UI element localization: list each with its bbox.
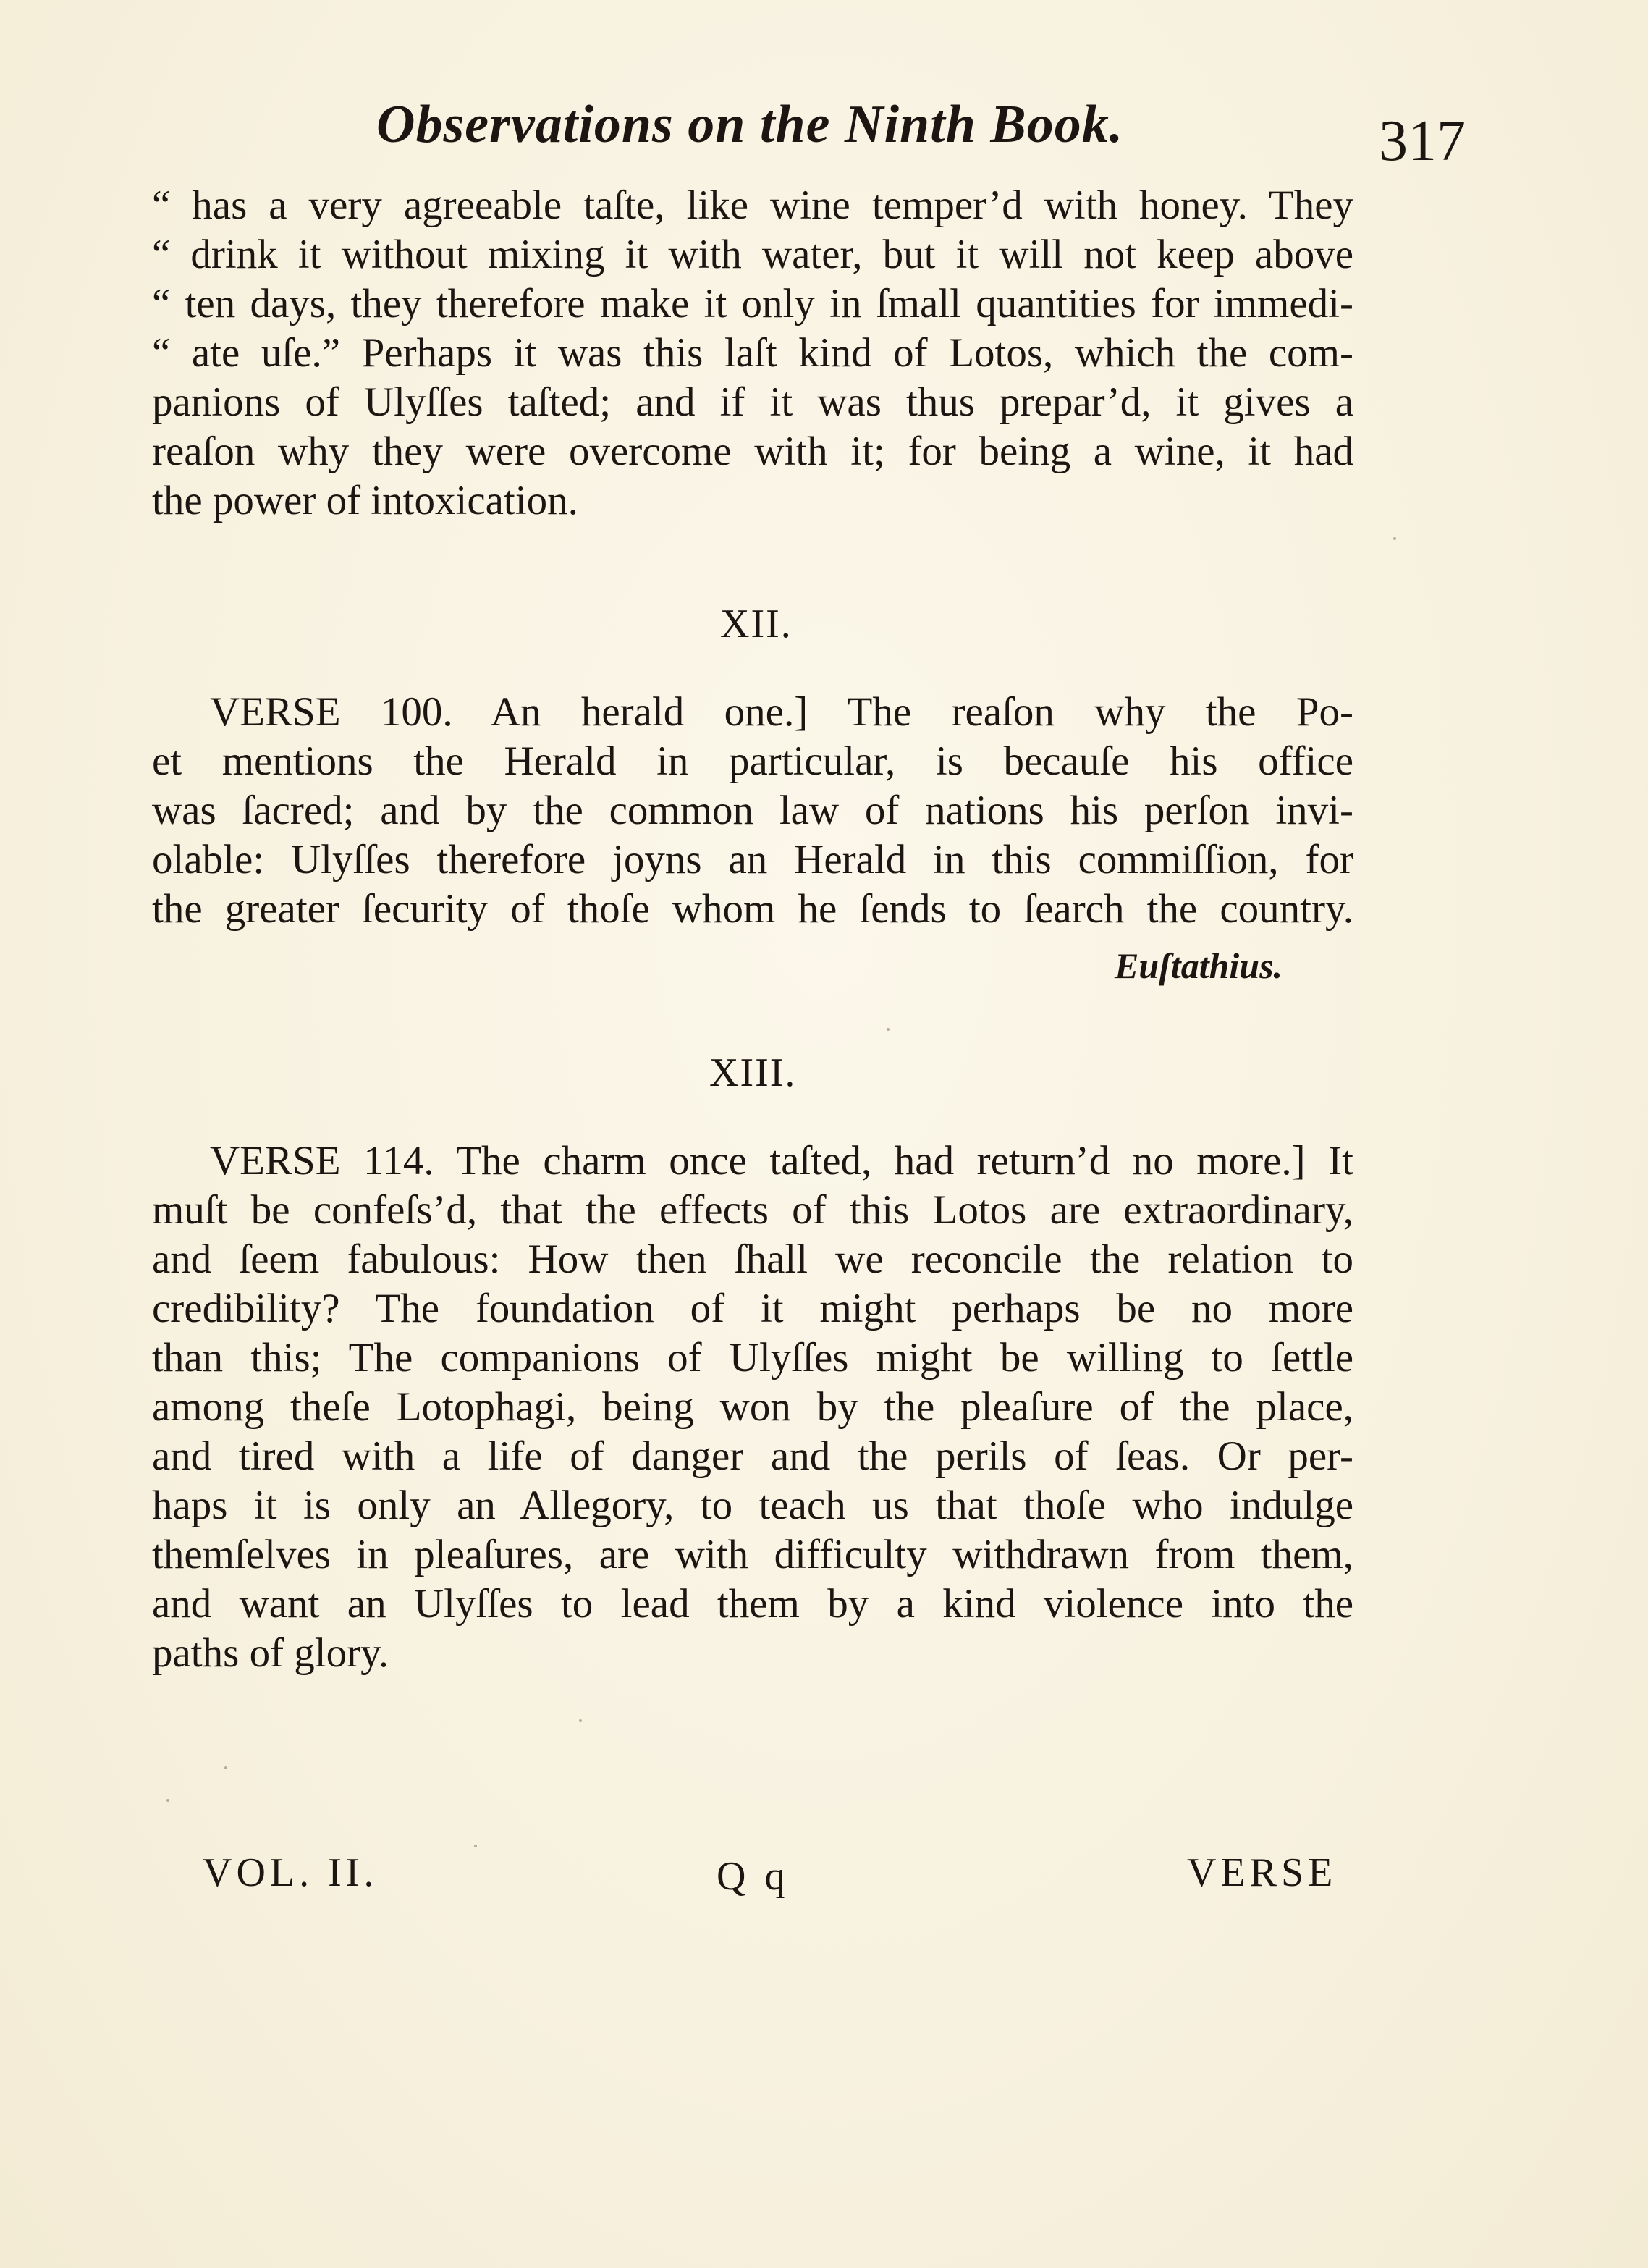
text-line: and tired with a life of danger and the perils of ſeas. Or per- (152, 1433, 1353, 1479)
text-line: the greater ſecurity of thoſe whom he ſends to ſearch the country. (152, 886, 1353, 932)
text-line: panions of Ulyſſes taſted; and if it was thus prepar’d, it gives a (152, 379, 1353, 425)
text-line: was ſacred; and by the common law of nations his perſon invi- (152, 788, 1353, 833)
text-line: “ has a very agreeable taſte, like wine temper’d with honey. They (152, 182, 1353, 228)
page-number: 317 (1379, 109, 1466, 173)
continuation-paragraph (152, 181, 1353, 526)
text-line: and ſeem fabulous: How then ſhall we reconcile the relation to (152, 1236, 1353, 1282)
text-line: than this; The companions of Ulyſſes might be willing to ſettle (152, 1335, 1353, 1380)
footer-signature: Q q (717, 1854, 790, 1899)
section-xii-paragraph (152, 688, 1353, 934)
text-line: et mentions the Herald in particular, is becauſe his office (152, 738, 1353, 784)
text-line: the power of intoxication. (152, 478, 578, 523)
text-line: reaſon why they were overcome with it; for being a wine, it had (152, 429, 1353, 474)
text-line: haps it is only an Allegory, to teach us that thoſe who indulge (152, 1483, 1353, 1528)
paper-speck (166, 1799, 169, 1802)
attribution-eustathius: Euſtathius. (1115, 945, 1283, 986)
text-line: “ drink it without mixing it with water, but it will not keep above (152, 232, 1353, 277)
text-line: “ ate uſe.” Perhaps it was this laſt kind of Lotos, which the com- (152, 330, 1353, 376)
footer-volume: VOL. II. (203, 1850, 379, 1895)
text-line: olable: Ulyſſes therefore joyns an Herald in this commiſſion, for (152, 837, 1353, 882)
section-number-xiii: XIII. (709, 1050, 797, 1095)
text-line: paths of glory. (152, 1630, 389, 1676)
text-line: and want an Ulyſſes to lead them by a kind violence into the (152, 1581, 1353, 1627)
text-line: among theſe Lotophagi, being won by the pleaſure of the place, (152, 1384, 1353, 1430)
section-xiii-paragraph (152, 1137, 1353, 1678)
paper-speck (1393, 537, 1396, 540)
paper-speck (224, 1766, 227, 1769)
text-line: credibility? The foundation of it might perhaps be no more (152, 1286, 1353, 1331)
section-number-xii: XII. (720, 602, 793, 646)
text-line: muſt be confeſs’d, that the effects of this Lotos are extraordinary, (152, 1187, 1353, 1233)
paper-speck (887, 1028, 890, 1031)
text-line: “ ten days, they therefore make it only in ſmall quantities for immedi- (152, 281, 1353, 326)
footer-catchword: VERSE (1187, 1850, 1338, 1895)
running-head: Observations on the Ninth Book. (376, 95, 1124, 154)
text-line: themſelves in pleaſures, are with difficulty withdrawn from them, (152, 1532, 1353, 1577)
paper-speck (474, 1845, 477, 1847)
paper-speck (579, 1719, 582, 1722)
text-line: VERSE 100. An herald one.] The reaſon why the Po- (210, 689, 1353, 735)
text-line: VERSE 114. The charm once taſted, had return’d no more.] It (210, 1138, 1353, 1184)
